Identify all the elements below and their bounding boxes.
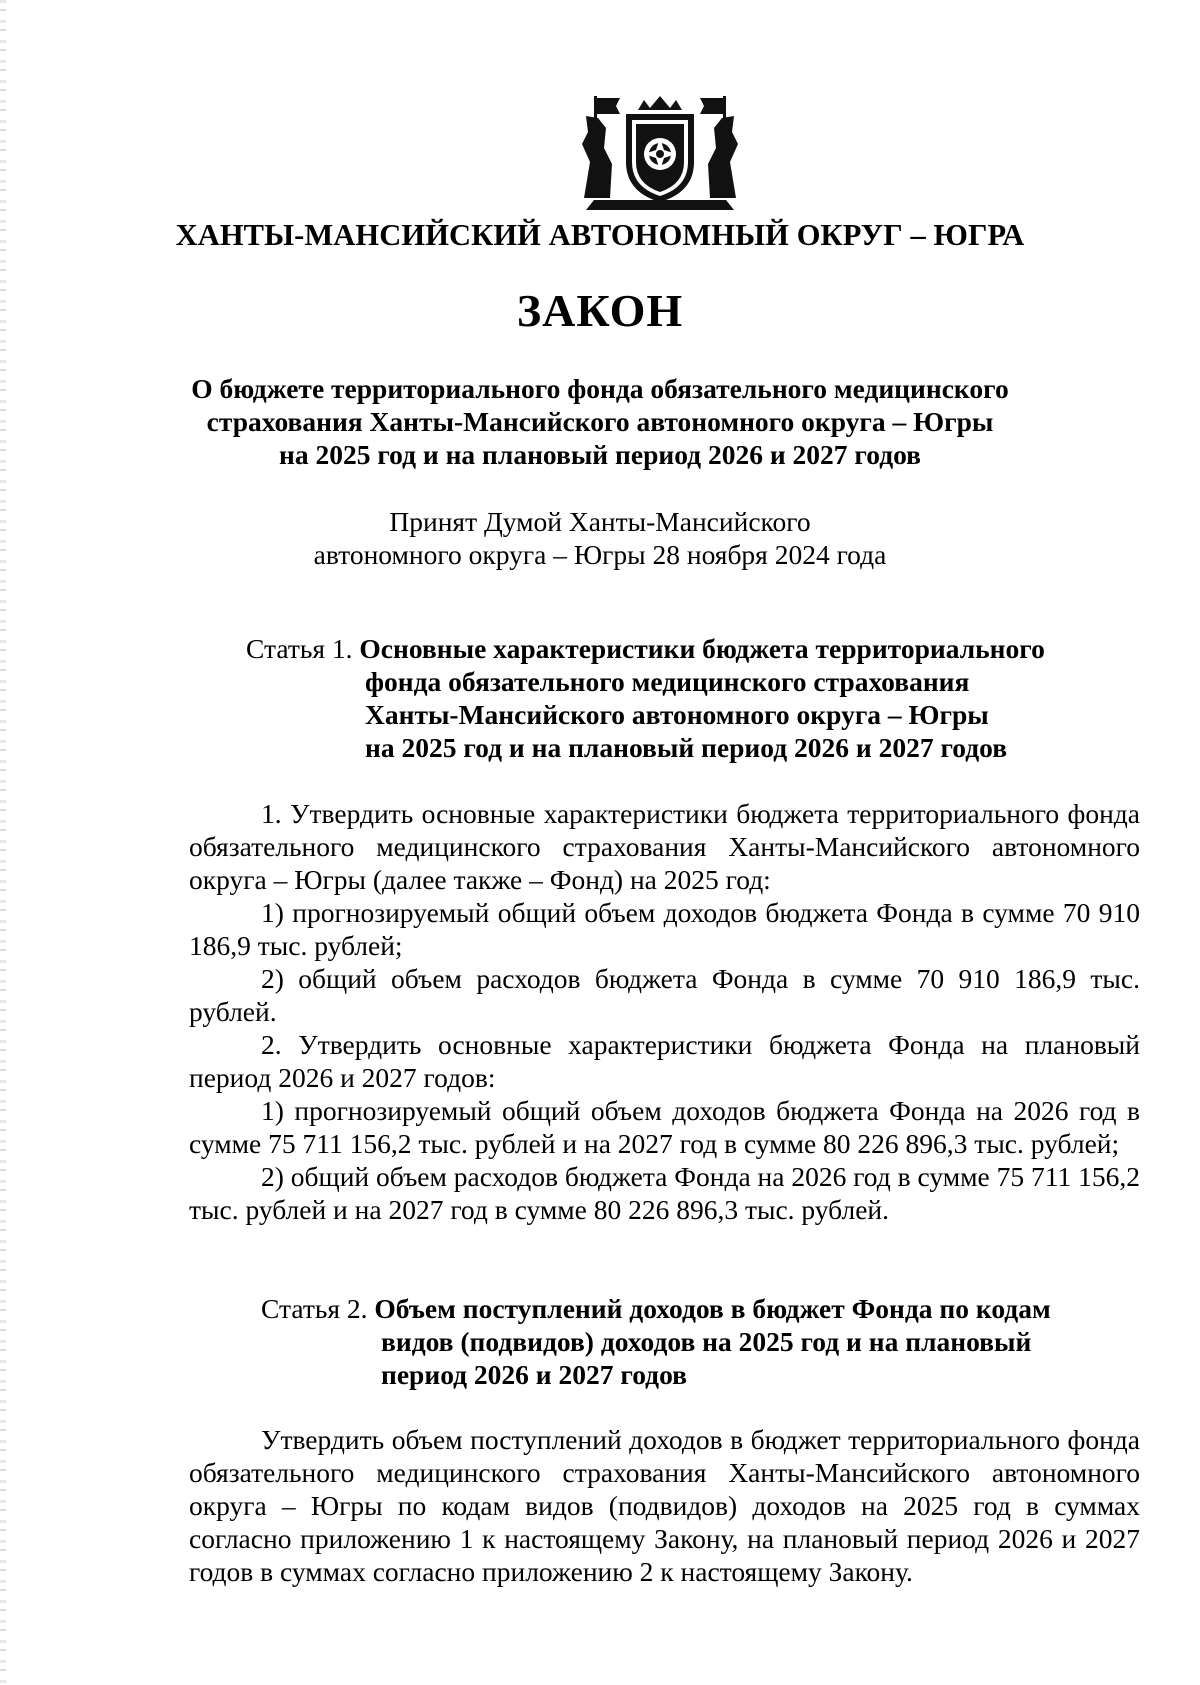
article-2-title-line: период 2026 и 2027 годов (381, 1359, 687, 1390)
paragraph: 1) прогнозируемый общий объем доходов бюджета Фонда в сумме 70 910 186,9 тыс. рублей; (189, 897, 1140, 961)
adoption-note-line: автономного округа – Югры 28 ноября 2024 года (313, 539, 887, 570)
region-name: ХАНТЫ-МАНСИЙСКИЙ АВТОНОМНЫЙ ОКРУГ – ЮГРА (175, 218, 1025, 252)
adoption-note-line: Принят Думой Ханты-Мансийского (389, 506, 811, 537)
article-1-heading (246, 632, 1045, 764)
paragraph: 2) общий объем расходов бюджета Фонда в сумме 70 910 186,9 тыс. рублей. (189, 963, 1140, 1027)
paragraph: Утвердить объем поступлений доходов в бюджет территориального фонда обязательного медицинского страхования Ханты-Мансийского автономного округа – Югры по кодам видов (подвидов) доходов на 2025 год в суммах согласно приложению 1 к настоящему Закону, на плановый период 2026 и 2027 годов в суммах согласно приложению 2 к настоящему Закону. (189, 1424, 1140, 1587)
article-1-title-line: Основные характеристики бюджета территориального (359, 633, 1045, 664)
law-subject (0, 372, 1200, 471)
article-2-title-line: Объем поступлений доходов в бюджет Фонда по кодам (374, 1293, 1051, 1324)
law-subject-line: страхования Ханты-Мансийского автономного округа – Югры (206, 406, 994, 437)
paragraph: 2) общий объем расходов бюджета Фонда на 2026 год в сумме 75 711 156,2 тыс. рублей и на 2027 год в сумме 80 226 896,3 тыс. рублей. (189, 1161, 1140, 1225)
paragraph: 2. Утвердить основные характеристики бюджета Фонда на плановый период 2026 и 2027 годов: (189, 1029, 1140, 1093)
article-2-prefix: Статья 2. (261, 1293, 368, 1324)
article-1-prefix: Статья 1. (246, 633, 353, 664)
article-1-title-line: Ханты-Мансийского автономного округа – Югры (365, 699, 989, 730)
article-1-title-line: на 2025 год и на плановый период 2026 и 2027 годов (365, 732, 1008, 763)
law-subject-line: на 2025 год и на плановый период 2026 и 2027 годов (278, 439, 922, 470)
adoption-note (0, 505, 1200, 571)
article-2-title-line: видов (подвидов) доходов на 2025 год и на плановый (381, 1326, 1032, 1357)
article-2-body (189, 1423, 1140, 1588)
article-1-title-line: фонда обязательного медицинского страхования (365, 666, 970, 697)
article-1-body (189, 797, 1140, 1226)
paragraph: 1) прогнозируемый общий объем доходов бюджета Фонда на 2026 год в сумме 75 711 156,2 тыс. рублей и на 2027 год в сумме 80 226 896,3 тыс. рублей; (189, 1095, 1140, 1159)
document-type-title: ЗАКОН (516, 285, 684, 336)
article-2-heading (261, 1292, 1051, 1391)
coat-of-arms-emblem-icon (576, 92, 744, 214)
paragraph: 1. Утвердить основные характеристики бюджета территориального фонда обязательного медицинского страхования Ханты-Мансийского автономного округа – Югры (далее также – Фонд) на 2025 год: (189, 798, 1140, 895)
law-subject-line: О бюджете территориального фонда обязательного медицинского (191, 373, 1009, 404)
